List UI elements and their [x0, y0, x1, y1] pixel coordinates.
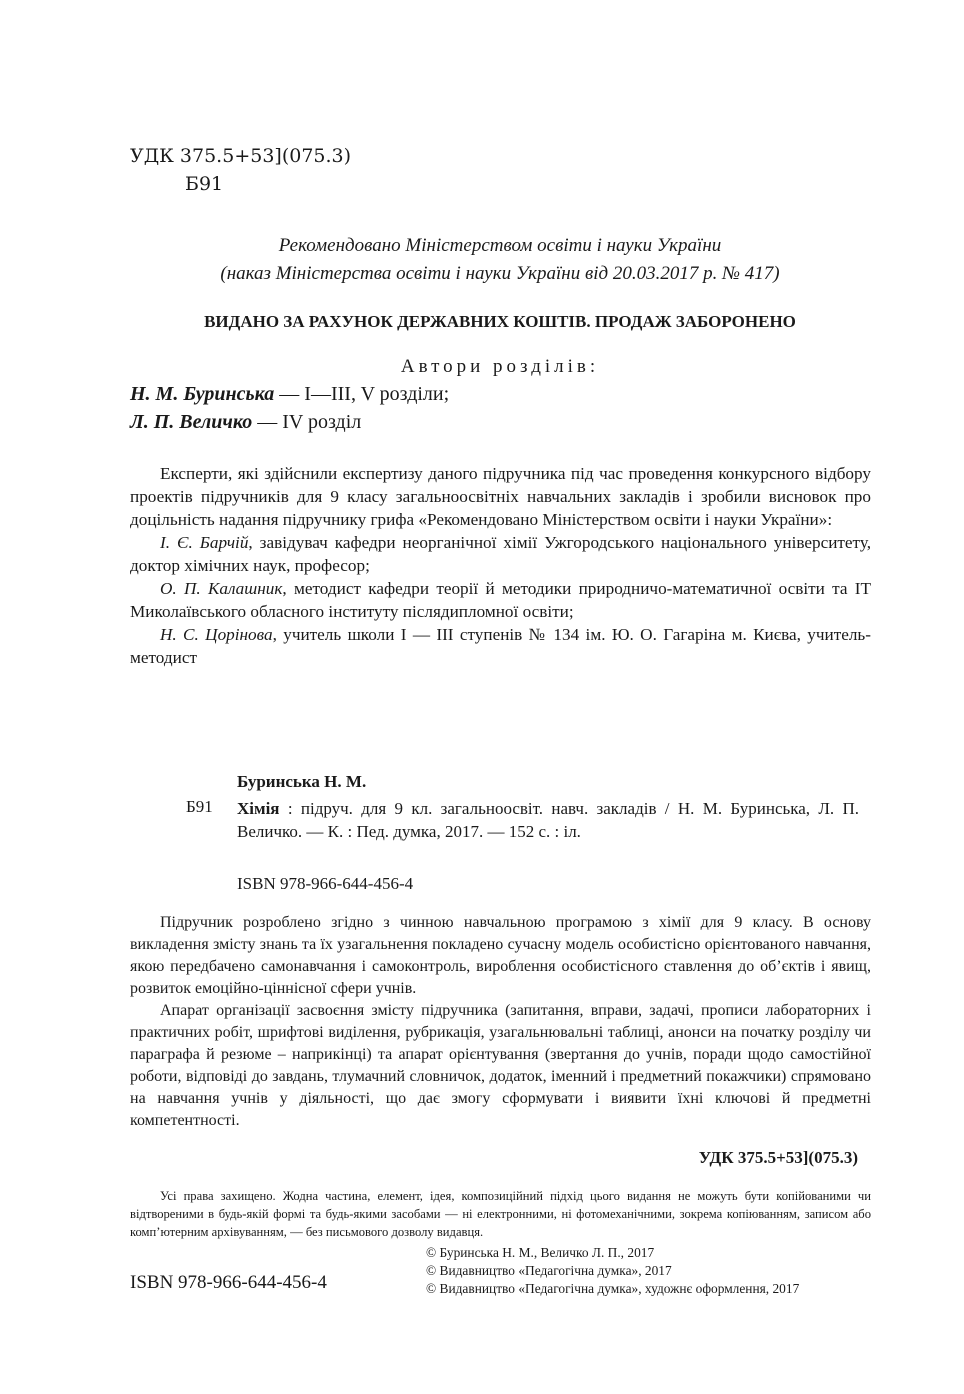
- copyright-list: [426, 1244, 799, 1298]
- copyright-line: © Видавництво «Педагогічна думка», 2017: [426, 1263, 672, 1278]
- authors-list: [130, 380, 449, 436]
- author-name: Н. М. Буринська: [130, 383, 275, 405]
- expert-item: [130, 623, 871, 669]
- book-imprint: : підруч. для 9 кл. загальноосвіт. навч. закладів / Н. М. Буринська, Л. П. Величко. — К. : Пед. думка, 2017. — 152 с. : іл.: [237, 799, 859, 841]
- expert-name: І. Є. Барчій: [160, 533, 249, 552]
- recommendation-line-1: Рекомендовано Міністерством освіти і науки України: [278, 235, 722, 256]
- recommendation-note: [130, 232, 870, 288]
- bibliographic-author: Буринська Н. М.: [237, 772, 367, 791]
- expert-details: , методист кафедри теорії й методики природничо-математичної освіти та ІТ Миколаївського обласного інституту післядипломної освіти;: [130, 579, 871, 621]
- author-name: Л. П. Величко: [130, 411, 253, 433]
- copyright-line: © Буринська Н. М., Величко Л. П., 2017: [426, 1245, 655, 1260]
- author-sections: — I—III, V розділи;: [274, 383, 450, 405]
- bibliographic-isbn: ISBN 978-966-644-456-4: [237, 874, 414, 893]
- not-for-sale-notice: ВИДАНО ЗА РАХУНОК ДЕРЖАВНИХ КОШТІВ. ПРОДАЖ ЗАБОРОНЕНО: [204, 312, 796, 331]
- isbn-footer: ISBN 978-966-644-456-4: [130, 1272, 327, 1293]
- recommendation-line-2: (наказ Міністерства освіти і науки України від 20.03.2017 р. № 417): [220, 263, 780, 284]
- udk-classification-top: [130, 142, 351, 198]
- bibliographic-description: [237, 797, 859, 843]
- annotation-paragraph: Апарат організації засвоєння змісту підручника (запитання, вправи, задачі, прописи лабораторних і практичних робіт, шрифтові виділення, рубрикація, узагальнювальні таблиці, анонси на початку розділу чи параграфа й резюме – наприкінці) та апарат орієнтування (звертання до учнів, поради щодо самостійної роботи, відповіді до завдань, тлумачний словничок, додаток, іменний і предметний покажчики) спрямовано на навчання учнів у діяльності, що дає змогу сформувати і виявити їхні ключові й предметні компетентності.: [130, 1002, 871, 1129]
- author-sections: — IV розділ: [252, 411, 362, 433]
- expert-item: [130, 531, 871, 577]
- experts-section: [130, 462, 871, 669]
- experts-intro: Експерти, які здійснили експертизу даного підручника під час проведення конкурсного відбору проектів підручників для 9 класу загальноосвітніх навчальних закладів і зробили висновок про доцільність надання підручнику грифа «Рекомендовано Міністерством освіти і науки України»:: [130, 464, 871, 529]
- bbk-code: Б91: [185, 173, 224, 195]
- rights-text: Усі права захищено. Жодна частина, елемент, ідея, композиційний підхід цього видання не можуть бути копійованими чи відтвореними в будь-якій формі та будь-якими засобами — ні електронними, ні фотомеханічними, зокрема копіюванням, записом або комп’ютерним архівуванням, — без письмового дозволу видавця.: [130, 1189, 871, 1239]
- author-line: [130, 408, 449, 436]
- expert-details: , завідувач кафедри неорганічної хімії Ужгородського національного університету, доктор хімічних наук, професор;: [130, 533, 872, 575]
- expert-item: [130, 577, 871, 623]
- rights-notice: [130, 1187, 871, 1241]
- bibliographic-code: Б91: [186, 797, 213, 816]
- udk-code: УДК 375.5+53](075.3): [130, 145, 352, 167]
- expert-details: , учитель школи І — ІІІ ступенів № 134 ім. Ю. О. Гагаріна м. Києва, учитель-методист: [130, 625, 871, 667]
- udk-classification-bottom: УДК 375.5+53](075.3): [698, 1148, 858, 1167]
- author-line: [130, 380, 449, 408]
- expert-name: Н. С. Цорінова: [160, 625, 273, 644]
- book-title: Хімія: [237, 799, 280, 818]
- expert-name: О. П. Калашник: [160, 579, 283, 598]
- annotation: [130, 912, 871, 1132]
- copyright-line: © Видавництво «Педагогічна думка», художнє оформлення, 2017: [426, 1281, 800, 1296]
- annotation-paragraph: Підручник розроблено згідно з чинною навчальною програмою з хімії для 9 класу. В основу викладення змісту знань та їх узагальнення покладено сучасну модель особистісно орієнтованого навчання, якою передбачено самонавчання і самоконтроль, вироблення особистісного ставлення до об’єктів і явищ, розвиток емоційно-ціннісної сфери учнів.: [130, 914, 871, 997]
- authors-heading: Автори розділів:: [400, 356, 600, 377]
